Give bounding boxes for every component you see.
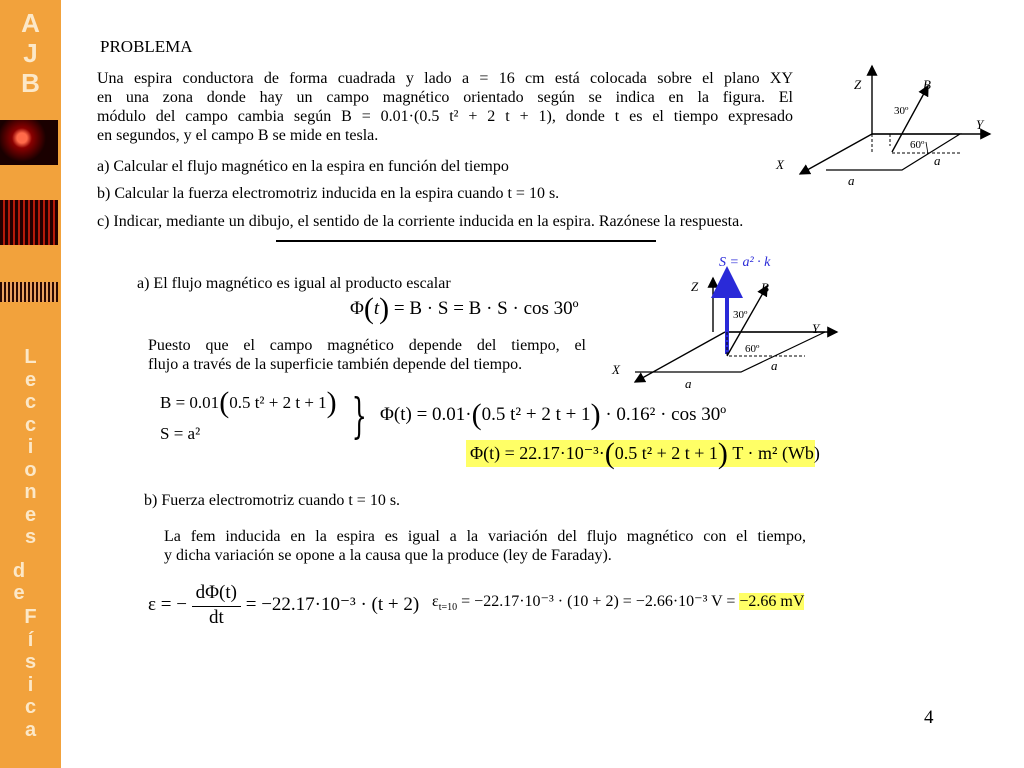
- sidebar-title-de: [0, 560, 38, 604]
- title-letter: í: [27, 628, 34, 651]
- emf-denominator: dt: [208, 607, 224, 628]
- side-a-label: a: [771, 358, 778, 373]
- question-c: c) Indicar, mediante un dibujo, el sentido de la corriente inducida en la espira. Razónese la respuesta.: [97, 213, 744, 230]
- angle-30-label: 30º: [894, 105, 909, 117]
- side-a-label: a: [685, 376, 692, 391]
- emf-numerator: dΦ(t): [192, 582, 241, 607]
- problem-statement: [97, 69, 793, 145]
- emf10-result: −2.66 mV: [739, 593, 805, 610]
- solution-b-explanation: [164, 527, 806, 565]
- emf10-rhs: = −22.17·10⁻³ · (10 + 2) = −2.66·10⁻³ V =: [461, 593, 736, 610]
- x-axis: [800, 134, 872, 174]
- title-letter: s: [24, 526, 37, 548]
- statement-line: en segundos, y el campo B se mide en tesla.: [97, 127, 379, 144]
- z-label: Z: [854, 77, 862, 92]
- eq-flux2-lhs: Φ(t) = 22.17·10⁻³·: [470, 443, 605, 463]
- equation-s: S = a²: [160, 424, 201, 443]
- title-letter: s: [24, 651, 37, 673]
- question-a: a) Calcular el flujo magnético en la espira en función del tiempo: [97, 158, 509, 175]
- title-letter: o: [24, 458, 37, 481]
- angle-arc: [926, 142, 928, 154]
- flux-rhs: = B · S = B · S · cos 30º: [393, 298, 579, 319]
- t-symbol: t: [373, 298, 380, 319]
- title-letter: n: [24, 481, 37, 503]
- separator-rule: [276, 240, 656, 242]
- y-label: Y: [812, 321, 820, 336]
- sidebar-title-fisica: [0, 606, 61, 741]
- title-letter: d: [12, 560, 26, 582]
- eq-flux2-rest: T · m² (Wb): [732, 443, 820, 463]
- side-a-label: a: [848, 173, 855, 188]
- eq-flux1-lhs: Φ(t) = 0.01·: [380, 404, 472, 425]
- statement-line: Una espira conductora de forma cuadrada y lado a = 16 cm está colocada sobre el plano XY: [97, 70, 793, 87]
- title-letter: F: [24, 606, 37, 628]
- logo-letter: J: [23, 38, 38, 68]
- equation-b: B = 0.01(0.5 t² + 2 t + 1): [160, 386, 337, 419]
- sidebar-title-lecciones: [0, 346, 61, 549]
- x-axis: [635, 332, 725, 382]
- title-letter: e: [24, 503, 37, 526]
- title-letter: c: [24, 696, 37, 718]
- statement-line: módulo del campo cambia según B = 0.01·(0.5 t² + 2 t + 1), donde t es el tiempo expresado: [97, 108, 793, 125]
- sidebar-thumbnail-2: [0, 200, 58, 245]
- b-label: B: [923, 77, 931, 92]
- phi-symbol: Φ: [350, 298, 364, 319]
- eq-flux1-inner: 0.5 t² + 2 t + 1: [481, 404, 591, 425]
- emf-rhs: = −22.17·10⁻³ · (t + 2): [245, 593, 420, 615]
- question-b: b) Calcular la fuerza electromotriz inducida en la espira cuando t = 10 s.: [97, 185, 560, 202]
- flux-definition: Φ(t) = B · S = B · S · cos 30º: [350, 292, 579, 325]
- title-letter: c: [24, 413, 37, 436]
- x-label: X: [612, 362, 620, 377]
- y-label: Y: [976, 117, 984, 132]
- equation-emf-t10: [432, 591, 804, 613]
- z-label: Z: [691, 279, 699, 294]
- sidebar-logo: [0, 8, 61, 98]
- solution-a-intro: a) El flujo magnético es igual al producto escalar: [137, 275, 451, 292]
- title-letter: e: [24, 368, 37, 391]
- b-label: B: [761, 280, 769, 295]
- emf10-eps: ε: [432, 593, 439, 610]
- brace: }: [351, 388, 367, 444]
- sidebar-thumbnail-1: [0, 120, 58, 165]
- problem-heading: PROBLEMA: [100, 37, 193, 56]
- eq-flux1-rest: · 0.16² · cos 30º: [605, 404, 727, 425]
- x-label: X: [776, 157, 784, 172]
- solution-b-intro: b) Fuerza electromotriz cuando t = 10 s.: [144, 492, 401, 509]
- emf-lhs: ε = −: [148, 593, 187, 615]
- sidebar: [0, 0, 61, 768]
- angle-60-label: 60º: [745, 343, 760, 355]
- solution-a-explanation: [148, 336, 586, 374]
- equation-emf: [148, 582, 419, 629]
- page-number: 4: [924, 707, 934, 728]
- equation-flux-1: Φ(t) = 0.01·(0.5 t² + 2 t + 1) · 0.16² · cos 30º: [380, 398, 727, 431]
- angle-60-label: 60º: [910, 139, 925, 151]
- title-letter: a: [24, 718, 37, 741]
- explanation-line: flujo a través de la superficie también depende del tiempo.: [148, 356, 523, 373]
- figure-2-diagram: [605, 246, 845, 396]
- eq-b-lhs: B = 0.01: [160, 393, 220, 412]
- logo-letter: B: [21, 68, 40, 98]
- emf10-sub: t=10: [438, 602, 458, 614]
- figure-1-diagram: [768, 62, 998, 192]
- emf-fraction: [192, 582, 241, 629]
- title-letter: i: [27, 436, 34, 458]
- side-a-label: a: [934, 153, 941, 168]
- title-letter: i: [27, 673, 34, 696]
- title-letter: e: [13, 582, 25, 604]
- explanation-line: La fem inducida en la espira es igual a la variación del flujo magnético con el tiempo,: [164, 528, 806, 545]
- equation-flux-result: Φ(t) = 22.17·10⁻³·(0.5 t² + 2 t + 1) T · m² (Wb): [466, 440, 815, 467]
- title-letter: c: [24, 391, 37, 413]
- logo-letter: A: [21, 8, 40, 38]
- s-vector-label: S = a² · k: [719, 255, 771, 270]
- title-letter: L: [24, 346, 37, 368]
- angle-30-label: 30º: [733, 309, 748, 321]
- explanation-line: y dicha variación se opone a la causa que la produce (ley de Faraday).: [164, 547, 612, 564]
- statement-line: en una zona donde hay un campo magnético orientado según se indica en la figura. El: [97, 89, 793, 106]
- eq-flux2-inner: 0.5 t² + 2 t + 1: [614, 443, 718, 463]
- eq-b-inner: 0.5 t² + 2 t + 1: [229, 393, 327, 412]
- explanation-line: Puesto que el campo magnético depende del tiempo, el: [148, 337, 586, 354]
- sidebar-thumbnail-3: [0, 282, 58, 302]
